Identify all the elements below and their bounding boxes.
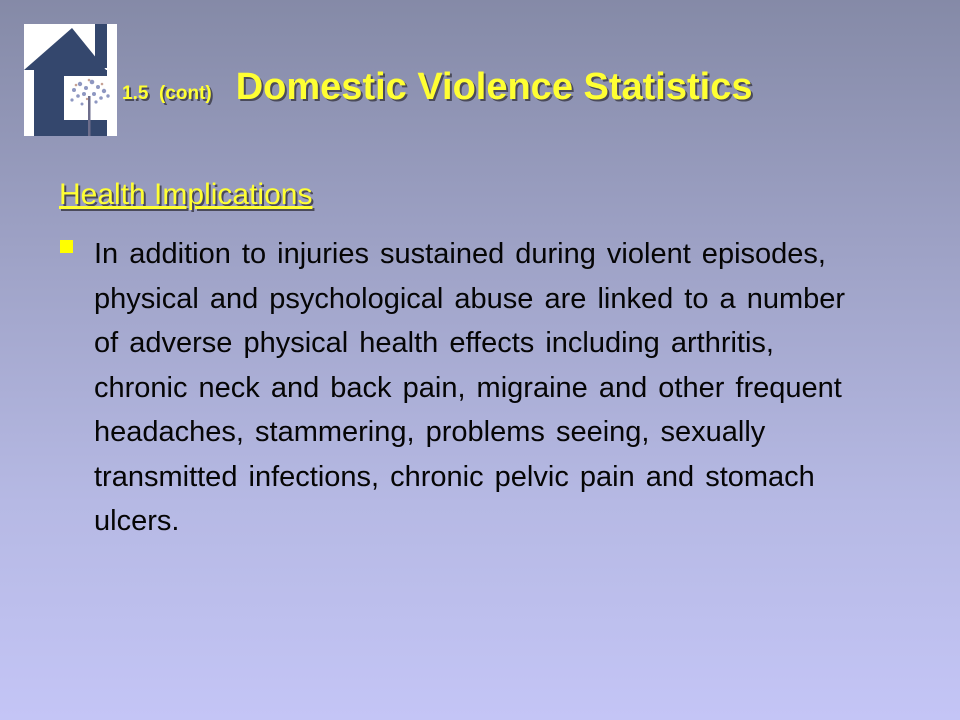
slide-title: Domestic Violence Statistics — [235, 66, 753, 108]
subheading: Health Implications — [59, 178, 313, 211]
bullet-item — [58, 232, 878, 544]
section-number: 1.5 (cont) — [122, 83, 212, 104]
yellow-square-bullet-icon — [60, 240, 73, 253]
house-tree-logo-icon — [24, 24, 117, 136]
bullet-text: In addition to injuries sustained during violent episodes, physical and psychological abuse are linked to a number of adverse physical health effects including arthritis, chronic neck and back pain, migraine and other frequent headaches, stammering, problems seeing, sexually transmitted infections, chronic pelvic pain and stomach ulcers. — [94, 238, 846, 537]
slide-header — [122, 66, 922, 116]
